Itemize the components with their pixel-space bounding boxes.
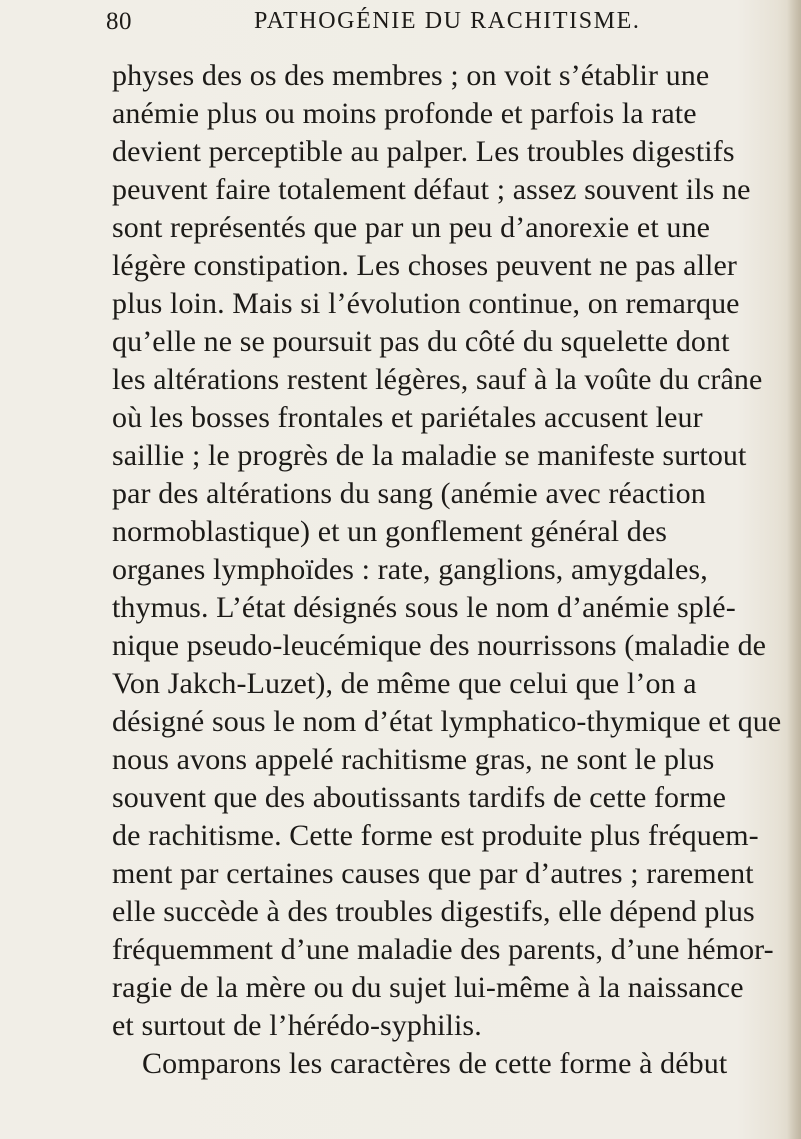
text-line: qu’elle ne se poursuit pas du côté du squelette dont bbox=[112, 325, 730, 358]
text-line: saillie ; le progrès de la maladie se manifeste surtout bbox=[112, 439, 747, 472]
text-line: devient perceptible au palper. Les troubles digestifs bbox=[112, 135, 735, 168]
text-line: elle succède à des troubles digestifs, elle dépend plus bbox=[112, 895, 755, 928]
text-line: où les bosses frontales et pariétales accusent leur bbox=[112, 401, 703, 434]
text-line: normoblastique) et un gonflement général des bbox=[112, 515, 668, 548]
text-line: nique pseudo-leucémique des nourrissons (maladie de bbox=[112, 629, 767, 662]
text-line: nous avons appelé rachitisme gras, ne sont le plus bbox=[112, 743, 715, 776]
text-line: désigné sous le nom d’état lymphatico-thymique et que bbox=[112, 705, 782, 738]
text-line: peuvent faire totalement défaut ; assez souvent ils ne bbox=[112, 173, 751, 206]
text-line: ment par certaines causes que par d’autres ; rarement bbox=[112, 857, 754, 890]
running-title: PATHOGÉNIE DU RACHITISME. bbox=[254, 8, 641, 34]
text-line: thymus. L’état désignés sous le nom d’anémie splé- bbox=[112, 591, 736, 624]
text-line: les altérations restent légères, sauf à la voûte du crâne bbox=[112, 363, 763, 396]
text-line: Von Jakch-Luzet), de même que celui que l’on a bbox=[112, 667, 697, 700]
running-head bbox=[106, 6, 726, 46]
text-line: physes des os des membres ; on voit s’établir une bbox=[112, 59, 710, 92]
text-line: anémie plus ou moins profonde et parfois la rate bbox=[112, 97, 697, 130]
text-line: ragie de la mère ou du sujet lui-même à la naissance bbox=[112, 971, 744, 1004]
text-line: organes lymphoïdes : rate, ganglions, amygdales, bbox=[112, 553, 708, 586]
page-number: 80 bbox=[106, 8, 132, 35]
text-line: sont représentés que par un peu d’anorexie et une bbox=[112, 211, 711, 244]
text-line: de rachitisme. Cette forme est produite plus fréquem- bbox=[112, 819, 759, 852]
text-line: plus loin. Mais si l’évolution continue, on remarque bbox=[112, 287, 740, 320]
text-line: par des altérations du sang (anémie avec réaction bbox=[112, 477, 706, 510]
text-line: souvent que des aboutissants tardifs de cette forme bbox=[112, 781, 727, 814]
text-line: fréquemment d’une maladie des parents, d’une hémor- bbox=[112, 933, 774, 966]
page-edge-shadow bbox=[787, 0, 801, 1139]
text-line: Comparons les caractères de cette forme à début bbox=[142, 1047, 728, 1080]
text-line: légère constipation. Les choses peuvent ne pas aller bbox=[112, 249, 737, 282]
text-line: et surtout de l’hérédo-syphilis. bbox=[112, 1009, 482, 1042]
